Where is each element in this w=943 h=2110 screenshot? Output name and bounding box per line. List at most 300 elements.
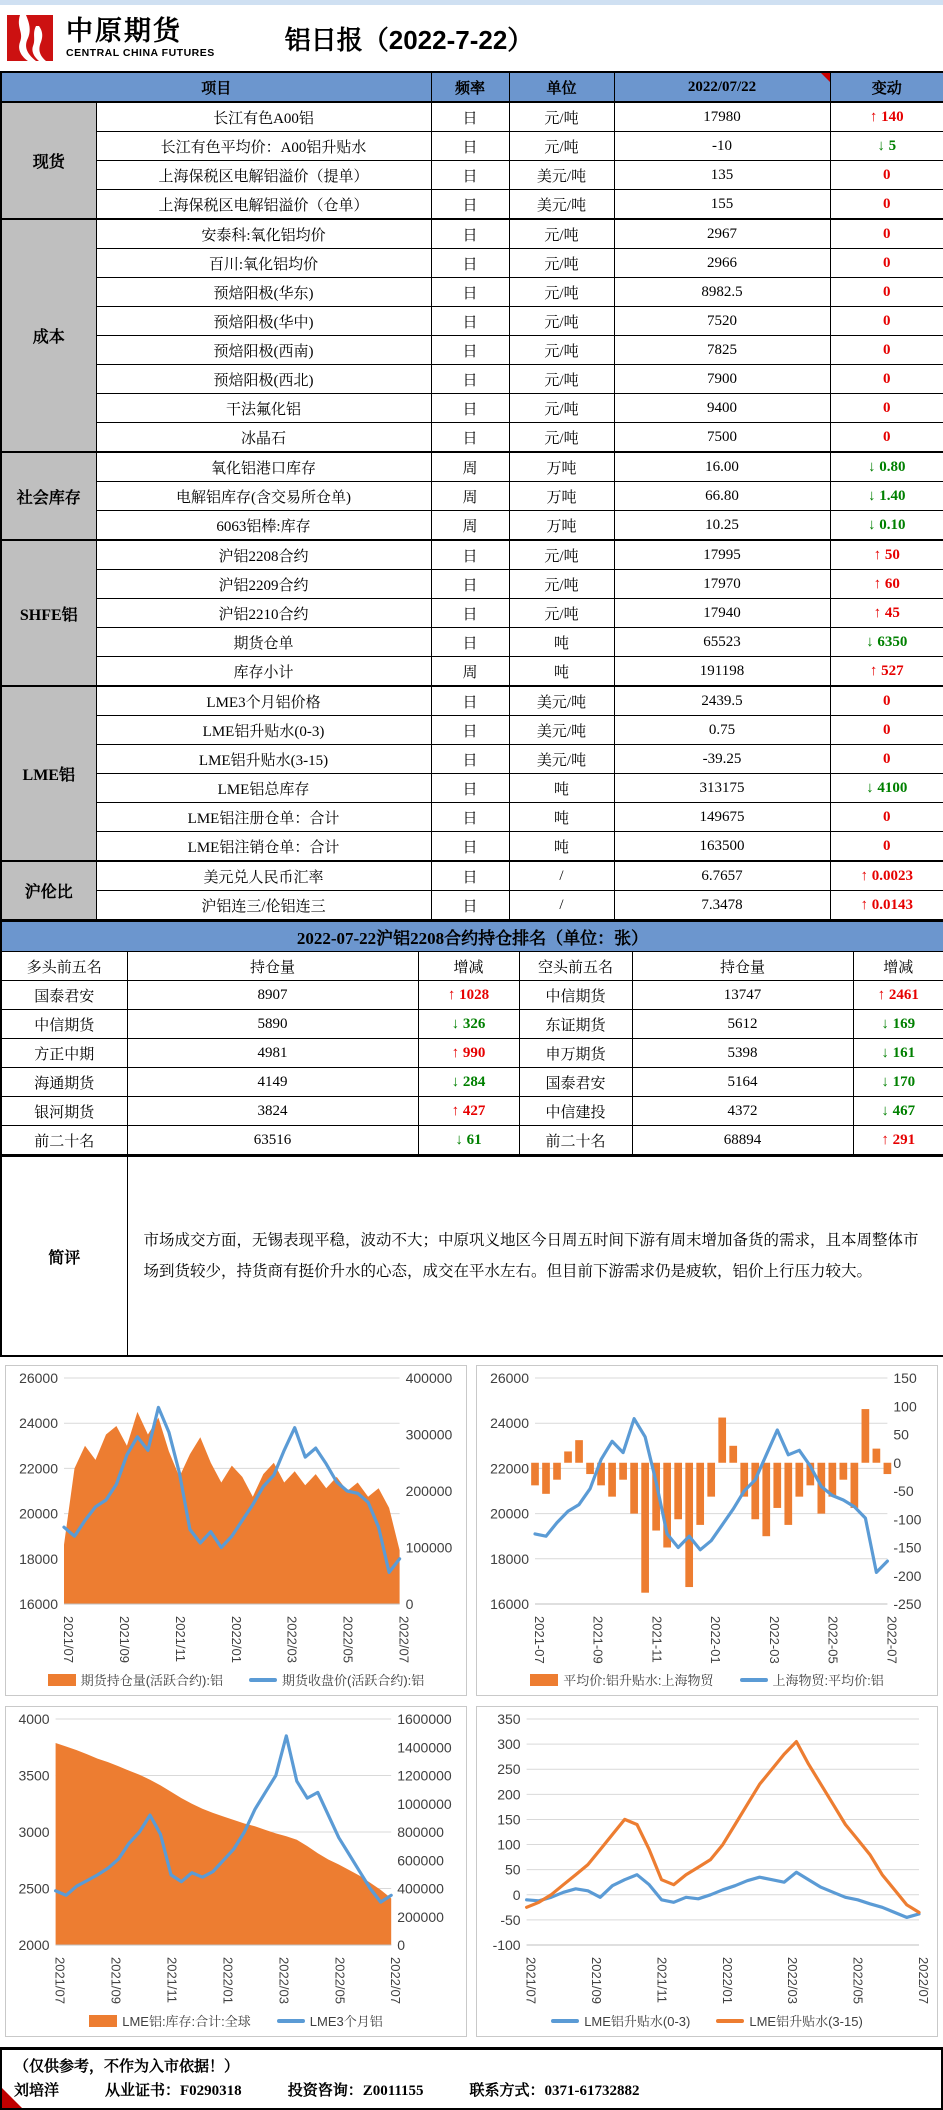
freq-cell: 周 <box>431 452 509 482</box>
change-value: ↓ 6350 <box>866 633 908 650</box>
table-row <box>1 774 943 803</box>
freq-cell: 日 <box>431 102 509 132</box>
svg-text:2022/01: 2022/01 <box>719 1957 735 2004</box>
position-table-header-row <box>1 952 943 981</box>
value-cell: 8982.5 <box>614 278 830 307</box>
svg-text:2000: 2000 <box>18 1937 50 1953</box>
table-row <box>1 628 943 657</box>
table-row <box>1 423 943 453</box>
long-name-cell: 国泰君安 <box>1 981 127 1010</box>
long-volume-cell: 4149 <box>127 1068 418 1097</box>
change-value: ↑ 1028 <box>447 986 490 1003</box>
main-table-header-row <box>1 72 943 102</box>
table-row <box>1 861 943 891</box>
item-cell: 沪铝2210合约 <box>96 599 431 628</box>
brand-logo-icon <box>6 12 58 64</box>
comment-row <box>1 1157 943 1357</box>
legend-label: LME3个月铝 <box>309 2014 383 2029</box>
value-cell: 2966 <box>614 249 830 278</box>
table-row <box>1 570 943 599</box>
svg-text:20000: 20000 <box>490 1505 529 1522</box>
unit-cell: 元/吨 <box>509 365 614 394</box>
svg-text:200000: 200000 <box>397 1908 444 1925</box>
change-cell <box>830 540 943 570</box>
value-cell: 155 <box>614 190 830 220</box>
position-table-title: 2022-07-22沪铝2208合约持仓排名（单位：张） <box>1 922 943 952</box>
freq-cell: 日 <box>431 394 509 423</box>
chart-legend <box>10 2011 462 2030</box>
long-volume-cell: 8907 <box>127 981 418 1010</box>
freq-cell: 日 <box>431 132 509 161</box>
change-value: 0 <box>883 399 891 416</box>
change-cell <box>830 452 943 482</box>
change-value: ↑ 2461 <box>877 986 919 1003</box>
item-cell: 预焙阳极(西北) <box>96 365 431 394</box>
date-header-label: 2022/07/22 <box>687 78 757 95</box>
long-change-cell <box>418 1039 519 1068</box>
svg-text:1000000: 1000000 <box>397 1795 452 1812</box>
table-row <box>1 132 943 161</box>
item-cell: 上海保税区电解铝溢价（仓单） <box>96 190 431 220</box>
change-value: 0 <box>883 837 891 854</box>
svg-text:2022/01: 2022/01 <box>228 1616 244 1663</box>
svg-text:-50: -50 <box>893 1483 914 1499</box>
legend-label: 平均价:铝升贴水:上海物贸 <box>563 1673 714 1688</box>
comment-text: 市场成交方面，无锡表现平稳，波动不大；中原巩义地区今日周五时间下游有周末增加备货的需求，且本周整体市场到货较少，持货商有挺价升水的心态，成交在平水左右。但目前下游需求仍是疲软，铝价上行压力较大。 <box>127 1157 943 1357</box>
chart-legend <box>481 1670 933 1689</box>
freq-cell: 日 <box>431 540 509 570</box>
brand-name-en: CENTRAL CHINA FUTURES <box>66 46 215 59</box>
item-cell: 预焙阳极(西南) <box>96 336 431 365</box>
freq-cell: 周 <box>431 657 509 687</box>
unit-cell: 美元/吨 <box>509 686 614 716</box>
unit-cell: 元/吨 <box>509 336 614 365</box>
freq-cell: 日 <box>431 891 509 921</box>
change-value: ↑ 990 <box>451 1044 486 1061</box>
value-cell: 17940 <box>614 599 830 628</box>
svg-text:-100: -100 <box>492 1937 521 1953</box>
change-value: ↓ 0.10 <box>868 516 906 533</box>
change-cell <box>830 132 943 161</box>
change-cell <box>830 861 943 891</box>
svg-text:2021/07: 2021/07 <box>523 1957 539 2004</box>
change-cell <box>830 686 943 716</box>
table-row <box>1 452 943 482</box>
table-row <box>1 394 943 423</box>
change-value: ↓ 169 <box>881 1015 916 1032</box>
svg-text:-150: -150 <box>893 1539 922 1556</box>
svg-text:2022/05: 2022/05 <box>332 1957 348 2004</box>
unit-cell: 美元/吨 <box>509 190 614 220</box>
red-corner-marker-icon <box>821 73 830 82</box>
svg-text:800000: 800000 <box>397 1824 444 1840</box>
change-value: 0 <box>883 750 891 767</box>
item-cell: 电解铝库存(含交易所仓单) <box>96 482 431 511</box>
svg-text:24000: 24000 <box>19 1415 58 1432</box>
item-cell: 期货仓单 <box>96 628 431 657</box>
unit-cell: 元/吨 <box>509 219 614 249</box>
freq-cell: 日 <box>431 861 509 891</box>
change-value: ↑ 140 <box>869 108 904 125</box>
svg-text:2021/11: 2021/11 <box>164 1957 180 2004</box>
value-cell: 17995 <box>614 540 830 570</box>
table-row <box>1 745 943 774</box>
value-cell: 7825 <box>614 336 830 365</box>
disclaimer-text: （仅供参考，不作为入市依据！） <box>14 2059 240 2075</box>
change-value: 0 <box>883 808 891 825</box>
freq-cell: 日 <box>431 278 509 307</box>
change-value: ↓ 4100 <box>866 779 908 796</box>
change-value: 0 <box>883 370 891 387</box>
short-change-cell <box>853 1068 943 1097</box>
chart-lme-inventory-price <box>5 1706 467 2037</box>
main-table-body <box>1 102 943 920</box>
svg-text:400000: 400000 <box>405 1370 453 1386</box>
position-row <box>1 1039 943 1068</box>
change-cell <box>830 803 943 832</box>
col-header-short-volume: 持仓量 <box>632 952 853 981</box>
chart-svg <box>481 1711 933 2009</box>
svg-text:100: 100 <box>893 1398 917 1415</box>
svg-text:4000: 4000 <box>18 1711 50 1727</box>
freq-cell: 日 <box>431 219 509 249</box>
svg-text:2021-11: 2021-11 <box>649 1616 665 1663</box>
table-row <box>1 599 943 628</box>
svg-text:250: 250 <box>497 1761 521 1778</box>
item-cell: 安泰科:氧化铝均价 <box>96 219 431 249</box>
change-cell <box>830 394 943 423</box>
table-row <box>1 102 943 132</box>
change-value: ↓ 161 <box>881 1044 916 1061</box>
change-value: 0 <box>883 312 891 329</box>
change-value: ↑ 60 <box>873 575 900 592</box>
group-cell: LME铝 <box>1 686 96 861</box>
change-value: 0 <box>883 283 891 300</box>
legend-line-swatch-icon <box>740 1678 768 1682</box>
svg-text:2022/07: 2022/07 <box>916 1957 931 2004</box>
item-cell: LME铝总库存 <box>96 774 431 803</box>
long-change-cell <box>418 981 519 1010</box>
svg-text:2021/11: 2021/11 <box>172 1616 188 1663</box>
legend-line-swatch-icon <box>716 2019 744 2023</box>
legend-item <box>740 1670 884 1689</box>
value-cell: 9400 <box>614 394 830 423</box>
short-volume-cell: 13747 <box>632 981 853 1010</box>
change-value: ↓ 5 <box>877 137 897 154</box>
freq-cell: 日 <box>431 161 509 190</box>
col-header-short: 空头前五名 <box>519 952 632 981</box>
value-cell: 7.3478 <box>614 891 830 921</box>
change-cell <box>830 102 943 132</box>
change-value: 0 <box>883 254 891 271</box>
change-value: 0 <box>883 166 891 183</box>
value-cell: 2439.5 <box>614 686 830 716</box>
svg-text:-100: -100 <box>893 1511 922 1528</box>
table-row <box>1 307 943 336</box>
table-row <box>1 657 943 687</box>
short-name-cell: 东证期货 <box>519 1010 632 1039</box>
long-name-cell: 前二十名 <box>1 1126 127 1156</box>
svg-text:2022-05: 2022-05 <box>825 1616 841 1664</box>
table-row <box>1 190 943 220</box>
long-name-cell: 中信期货 <box>1 1010 127 1039</box>
long-name-cell: 方正中期 <box>1 1039 127 1068</box>
change-value: 0 <box>883 341 891 358</box>
long-volume-cell: 3824 <box>127 1097 418 1126</box>
change-value: 0 <box>883 428 891 445</box>
group-cell: 社会库存 <box>1 452 96 540</box>
svg-text:2022/01: 2022/01 <box>220 1957 236 2004</box>
long-volume-cell: 4981 <box>127 1039 418 1068</box>
value-cell: -39.25 <box>614 745 830 774</box>
change-value: ↓ 170 <box>881 1073 916 1090</box>
legend-item <box>249 1670 424 1689</box>
svg-text:-50: -50 <box>500 1911 521 1928</box>
svg-text:2022/03: 2022/03 <box>785 1957 801 2004</box>
svg-text:26000: 26000 <box>490 1370 529 1386</box>
change-value: ↓ 467 <box>881 1102 916 1119</box>
change-cell <box>830 628 943 657</box>
unit-cell: / <box>509 891 614 921</box>
svg-text:2500: 2500 <box>18 1880 50 1897</box>
short-name-cell: 中信期货 <box>519 981 632 1010</box>
freq-cell: 日 <box>431 570 509 599</box>
unit-cell: 吨 <box>509 832 614 862</box>
freq-cell: 周 <box>431 482 509 511</box>
svg-text:18000: 18000 <box>19 1550 58 1567</box>
change-value: ↓ 326 <box>451 1015 486 1032</box>
position-row <box>1 1126 943 1156</box>
svg-text:2021/09: 2021/09 <box>108 1957 124 2004</box>
legend-item <box>89 2011 251 2030</box>
short-name-cell: 国泰君安 <box>519 1068 632 1097</box>
change-cell <box>830 365 943 394</box>
charts-grid <box>0 1357 943 2047</box>
value-cell: 313175 <box>614 774 830 803</box>
item-cell: LME3个月铝价格 <box>96 686 431 716</box>
change-cell <box>830 482 943 511</box>
change-value: 0 <box>883 225 891 242</box>
change-cell <box>830 219 943 249</box>
svg-text:24000: 24000 <box>490 1415 529 1432</box>
svg-text:400000: 400000 <box>397 1880 444 1897</box>
freq-cell: 日 <box>431 745 509 774</box>
unit-cell: 吨 <box>509 774 614 803</box>
unit-cell: 吨 <box>509 803 614 832</box>
table-row <box>1 278 943 307</box>
table-row <box>1 161 943 190</box>
table-row <box>1 832 943 862</box>
contact-line <box>14 2079 929 2100</box>
svg-text:300: 300 <box>497 1736 521 1753</box>
unit-cell: 元/吨 <box>509 132 614 161</box>
short-volume-cell: 5164 <box>632 1068 853 1097</box>
freq-cell: 日 <box>431 774 509 803</box>
freq-cell: 日 <box>431 365 509 394</box>
unit-cell: 美元/吨 <box>509 745 614 774</box>
contact-phone: 联系方式：0371-61732882 <box>469 2083 640 2099</box>
svg-text:200000: 200000 <box>405 1483 453 1499</box>
short-change-cell <box>853 981 943 1010</box>
value-cell: 0.75 <box>614 716 830 745</box>
svg-text:0: 0 <box>893 1454 902 1471</box>
change-cell <box>830 511 943 541</box>
svg-text:150: 150 <box>497 1811 521 1828</box>
table-row <box>1 686 943 716</box>
col-header-date <box>614 72 830 102</box>
unit-cell: 元/吨 <box>509 307 614 336</box>
svg-text:2021/11: 2021/11 <box>654 1957 670 2004</box>
short-change-cell <box>853 1010 943 1039</box>
freq-cell: 日 <box>431 423 509 453</box>
change-cell <box>830 278 943 307</box>
freq-cell: 日 <box>431 628 509 657</box>
comment-block <box>0 1156 943 1357</box>
change-cell <box>830 249 943 278</box>
short-volume-cell: 4372 <box>632 1097 853 1126</box>
svg-text:0: 0 <box>397 1937 405 1953</box>
table-row <box>1 336 943 365</box>
svg-text:300000: 300000 <box>405 1426 453 1443</box>
legend-line-swatch-icon <box>277 2019 305 2023</box>
svg-text:2022/07: 2022/07 <box>388 1957 404 2004</box>
legend-item <box>530 1670 713 1689</box>
legend-label: LME铝升贴水(0-3) <box>584 2014 691 2029</box>
legend-item <box>551 2011 690 2030</box>
unit-cell: 万吨 <box>509 511 614 541</box>
change-cell <box>830 161 943 190</box>
chart-legend <box>10 1670 462 1689</box>
change-cell <box>830 307 943 336</box>
svg-text:-250: -250 <box>893 1596 922 1612</box>
item-cell: 库存小计 <box>96 657 431 687</box>
freq-cell: 日 <box>431 249 509 278</box>
change-value: ↑ 527 <box>869 662 904 679</box>
legend-item <box>716 2011 862 2030</box>
svg-text:2022-03: 2022-03 <box>766 1616 782 1664</box>
svg-text:2021/09: 2021/09 <box>116 1616 132 1663</box>
change-cell <box>830 716 943 745</box>
col-header-long: 多头前五名 <box>1 952 127 981</box>
freq-cell: 日 <box>431 686 509 716</box>
change-value: ↓ 0.80 <box>868 458 906 475</box>
value-cell: 10.25 <box>614 511 830 541</box>
long-change-cell <box>418 1097 519 1126</box>
freq-cell: 日 <box>431 307 509 336</box>
freq-cell: 日 <box>431 832 509 862</box>
change-cell <box>830 423 943 453</box>
legend-rect-swatch-icon <box>48 1674 76 1686</box>
item-cell: 百川:氧化铝均价 <box>96 249 431 278</box>
svg-text:100: 100 <box>497 1836 521 1853</box>
change-value: ↑ 291 <box>881 1131 916 1148</box>
col-header-freq: 频率 <box>431 72 509 102</box>
table-row <box>1 482 943 511</box>
svg-text:26000: 26000 <box>19 1370 58 1386</box>
unit-cell: 美元/吨 <box>509 716 614 745</box>
table-row <box>1 803 943 832</box>
unit-cell: 元/吨 <box>509 570 614 599</box>
svg-text:-200: -200 <box>893 1567 922 1584</box>
col-header-item: 项目 <box>1 72 431 102</box>
unit-cell: 元/吨 <box>509 599 614 628</box>
table-row <box>1 219 943 249</box>
value-cell: 6.7657 <box>614 861 830 891</box>
value-cell: 7500 <box>614 423 830 453</box>
svg-text:350: 350 <box>497 1711 521 1727</box>
svg-text:18000: 18000 <box>490 1550 529 1567</box>
change-value: ↓ 1.40 <box>868 487 906 504</box>
long-change-cell <box>418 1126 519 1156</box>
legend-rect-swatch-icon <box>89 2015 117 2027</box>
table-row <box>1 891 943 921</box>
item-cell: 预焙阳极(华东) <box>96 278 431 307</box>
chart-legend <box>481 2011 933 2030</box>
chart-svg <box>10 1711 462 2009</box>
value-cell: 191198 <box>614 657 830 687</box>
short-name-cell: 申万期货 <box>519 1039 632 1068</box>
position-row <box>1 1097 943 1126</box>
svg-text:16000: 16000 <box>19 1596 58 1612</box>
main-data-table <box>0 71 943 921</box>
svg-text:2022/03: 2022/03 <box>276 1957 292 2004</box>
svg-text:2021/07: 2021/07 <box>52 1957 68 2004</box>
item-cell: 沪铝2209合约 <box>96 570 431 599</box>
chart-spot-premium <box>476 1365 938 1696</box>
item-cell: 长江有色A00铝 <box>96 102 431 132</box>
legend-line-swatch-icon <box>551 2019 579 2023</box>
legend-label: 期货收盘价(活跃合约):铝 <box>282 1673 425 1688</box>
svg-text:16000: 16000 <box>490 1596 529 1612</box>
svg-text:2022/05: 2022/05 <box>340 1616 356 1663</box>
col-header-long-volume: 持仓量 <box>127 952 418 981</box>
legend-label: 上海物贸:平均价:铝 <box>772 1673 884 1688</box>
change-cell <box>830 891 943 921</box>
legend-label: 期货持仓量(活跃合约):铝 <box>80 1673 223 1688</box>
unit-cell: 万吨 <box>509 452 614 482</box>
long-volume-cell: 5890 <box>127 1010 418 1039</box>
table-row <box>1 365 943 394</box>
svg-text:2022-07: 2022-07 <box>884 1616 900 1664</box>
legend-item <box>277 2011 383 2030</box>
long-volume-cell: 63516 <box>127 1126 418 1156</box>
svg-text:150: 150 <box>893 1370 917 1386</box>
legend-label: LME铝升贴水(3-15) <box>749 2014 863 2029</box>
item-cell: 氧化铝港口库存 <box>96 452 431 482</box>
unit-cell: 万吨 <box>509 482 614 511</box>
unit-cell: 元/吨 <box>509 278 614 307</box>
brand-name-cn: 中原期货 <box>66 15 182 46</box>
svg-text:1200000: 1200000 <box>397 1767 452 1784</box>
comment-label: 简评 <box>1 1157 127 1357</box>
chart-svg <box>10 1370 462 1668</box>
short-volume-cell: 5612 <box>632 1010 853 1039</box>
group-cell: SHFE铝 <box>1 540 96 686</box>
svg-text:3000: 3000 <box>18 1824 50 1840</box>
position-row <box>1 981 943 1010</box>
value-cell: 7520 <box>614 307 830 336</box>
unit-cell: 吨 <box>509 657 614 687</box>
value-cell: -10 <box>614 132 830 161</box>
short-volume-cell: 5398 <box>632 1039 853 1068</box>
table-row <box>1 540 943 570</box>
unit-cell: 元/吨 <box>509 540 614 570</box>
item-cell: 干法氟化铝 <box>96 394 431 423</box>
unit-cell: / <box>509 861 614 891</box>
change-value: 0 <box>883 692 891 709</box>
item-cell: LME铝注册仓单：合计 <box>96 803 431 832</box>
value-cell: 135 <box>614 161 830 190</box>
